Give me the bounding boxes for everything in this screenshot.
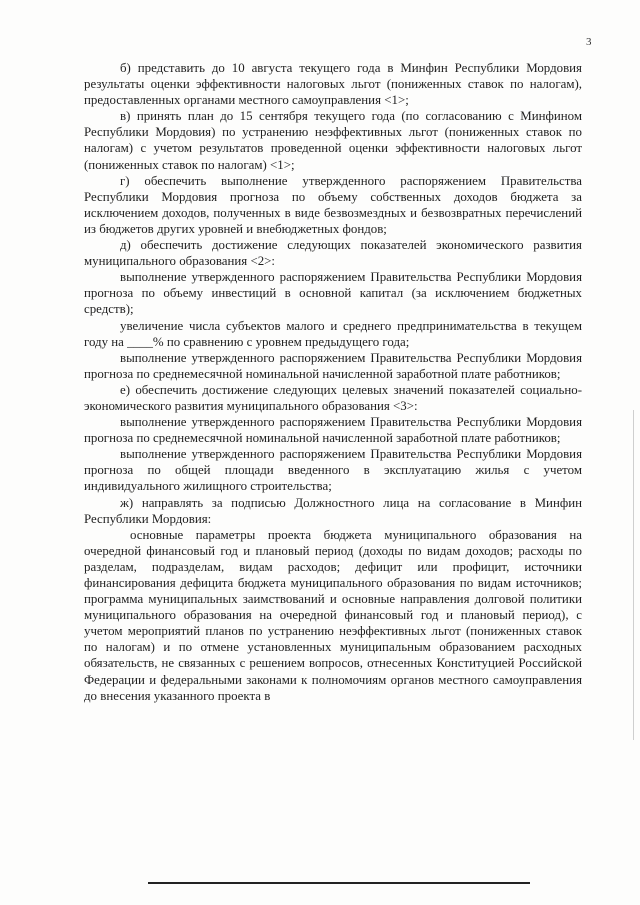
paragraph-zh-item-budget-params: основные параметры проекта бюджета муниципального образования на очередной финансовый год и плановый период (доходы по видам доходов; расходы по разделам, подразделам, видам расходов; дефицит или профицит, источники финансирования дефицита бюджета муниципального образования по видам источников; программа муниципальных заимствований и основные направления долговой политики муниципального образования на очередной финансовый год и плановый период), с учетом мероприятий планов по устранению неэффективных льгот (пониженных ставок по налогам) и по отмене установленных муниципальным образованием расходных обязательств, не связанных с решением вопросов, отнесенных Конституцией Российской Федерации и федеральными законами к полномочиям органов местного самоуправления до внесения указанного проекта в xyxy=(84,527,582,703)
paragraph-e-item-housing: выполнение утвержденного распоряжением Правительства Республики Мордовия прогноза по общей площади введенного в эксплуатацию жилья с учетом индивидуального жилищного строительства; xyxy=(84,447,582,494)
paragraph-g: г) обеспечить выполнение утвержденного распоряжением Правительства Республики Мордовия прогноза по объему собственных доходов бюджета за исключением доходов, полученных в виде безвозмездных и безвозвратных перечислений из бюджетов других уровней и внебюджетных фондов; xyxy=(84,173,582,236)
paragraph-d: д) обеспечить достижение следующих показателей экономического развития муниципального образования <2>: xyxy=(84,238,582,269)
paragraph-b: б) представить до 10 августа текущего года в Минфин Республики Мордовия результаты оценки эффективности налоговых льгот (пониженных ставок по налогам), предоставленных органами местного самоуправления <1>; xyxy=(84,61,582,108)
paragraph-e-item-wages: выполнение утвержденного распоряжением Правительства Республики Мордовия прогноза по среднемесячной номинальной начисленной заработной плате работников; xyxy=(84,415,582,446)
scan-edge-mark xyxy=(633,410,634,740)
page-number: 3 xyxy=(586,36,592,48)
paragraph-e: е) обеспечить достижение следующих целевых значений показателей социально-экономического развития муниципального образования <3>: xyxy=(84,382,582,413)
paragraph-d-item-wages: выполнение утвержденного распоряжением Правительства Республики Мордовия прогноза по среднемесячной номинальной начисленной заработной плате работников; xyxy=(84,350,582,381)
paragraph-d-item-investments: выполнение утвержденного распоряжением Правительства Республики Мордовия прогноза по объему инвестиций в основной капитал (за исключением бюджетных средств); xyxy=(84,270,582,317)
paragraph-d-item-small-business: увеличение числа субъектов малого и среднего предпринимательства в текущем году на ____% по сравнению с уровнем предыдущего года; xyxy=(84,318,582,349)
paragraph-v: в) принять план до 15 сентября текущего года (по согласованию с Минфином Республики Мордовия) по устранению неэффективных льгот (пониженных ставок по налогам) с учетом результатов проведенной оценки эффективности налоговых льгот (пониженных ставок по налогам) <1>; xyxy=(84,109,582,172)
paragraph-zh: ж) направлять за подписью Должностного лица на согласование в Минфин Республики Мордовия: xyxy=(84,495,582,526)
document-body xyxy=(84,60,582,704)
footer-rule xyxy=(148,882,530,884)
